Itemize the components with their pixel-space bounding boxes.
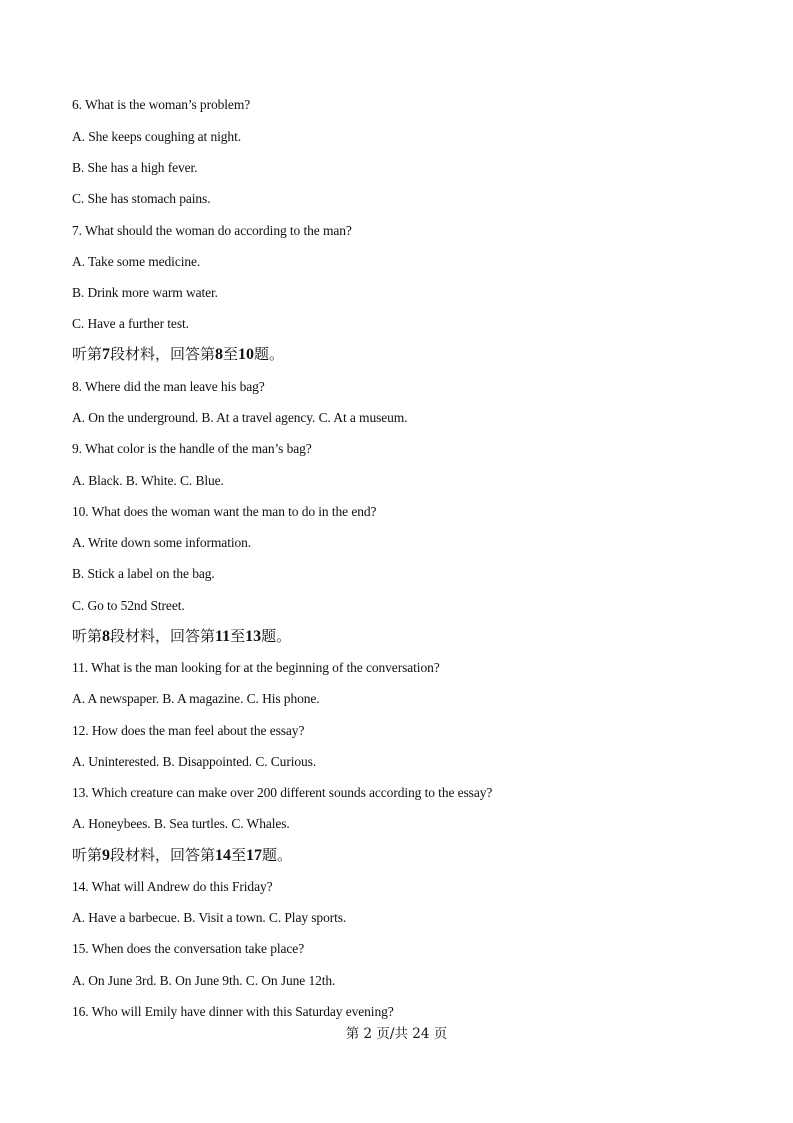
question-7: 7. What should the woman do according to the man?	[72, 223, 352, 238]
option-10b: B. Stick a label on the bag.	[72, 566, 215, 581]
section-text: 至	[230, 627, 246, 645]
question-10: 10. What does the woman want the man to do in the end?	[72, 504, 377, 519]
question-12: 12. How does the man feel about the essay?	[72, 723, 305, 738]
option-6c: C. She has stomach pains.	[72, 191, 211, 206]
section-number: 11	[215, 628, 231, 645]
section-number: 13	[245, 628, 262, 645]
page-footer: 第 2 页/共 24 页	[345, 1026, 448, 1042]
section-number: 10	[238, 346, 255, 363]
option-6b: B. She has a high fever.	[72, 160, 198, 175]
option-7b: B. Drink more warm water.	[72, 285, 218, 300]
option-7a: A. Take some medicine.	[72, 254, 201, 269]
options-9: A. Black. B. White. C. Blue.	[72, 473, 224, 488]
section-text: 题。	[254, 345, 285, 363]
question-11: 11. What is the man looking for at the beginning of the conversation?	[72, 660, 440, 675]
section-number: 8	[102, 628, 111, 645]
section-heading-9	[72, 846, 292, 865]
section-number: 9	[102, 847, 111, 864]
section-heading-8	[72, 627, 291, 646]
section-heading-7	[72, 345, 284, 364]
options-11: A. A newspaper. B. A magazine. C. His phone.	[72, 691, 320, 706]
question-13: 13. Which creature can make over 200 different sounds according to the essay?	[72, 785, 493, 800]
question-6: 6. What is the woman’s problem?	[72, 97, 251, 112]
section-text: 段材料，回答第	[110, 846, 216, 864]
option-10c: C. Go to 52nd Street.	[72, 598, 185, 613]
section-text: 至	[223, 345, 239, 363]
question-14: 14. What will Andrew do this Friday?	[72, 879, 273, 894]
question-9: 9. What color is the handle of the man’s bag?	[72, 441, 312, 456]
section-number: 7	[102, 346, 111, 363]
section-text: 段材料，回答第	[110, 345, 216, 363]
question-16: 16. Who will Emily have dinner with this Saturday evening?	[72, 1004, 394, 1019]
options-13: A. Honeybees. B. Sea turtles. C. Whales.	[72, 816, 290, 831]
section-text: 听第	[72, 846, 103, 864]
option-7c: C. Have a further test.	[72, 316, 189, 331]
options-12: A. Uninterested. B. Disappointed. C. Curious.	[72, 754, 317, 769]
option-6a: A. She keeps coughing at night.	[72, 129, 241, 144]
section-text: 听第	[72, 345, 103, 363]
section-number: 17	[246, 847, 263, 864]
section-text: 题。	[262, 846, 293, 864]
question-8: 8. Where did the man leave his bag?	[72, 379, 265, 394]
section-text: 至	[231, 846, 247, 864]
section-number: 14	[215, 847, 232, 864]
section-text: 听第	[72, 627, 103, 645]
section-number: 8	[215, 346, 224, 363]
options-8: A. On the underground. B. At a travel agency. C. At a museum.	[72, 410, 408, 425]
options-15: A. On June 3rd. B. On June 9th. C. On June 12th.	[72, 973, 336, 988]
section-text: 段材料，回答第	[110, 627, 216, 645]
option-10a: A. Write down some information.	[72, 535, 252, 550]
section-text: 题。	[261, 627, 292, 645]
question-15: 15. When does the conversation take place?	[72, 941, 305, 956]
options-14: A. Have a barbecue. B. Visit a town. C. Play sports.	[72, 910, 347, 925]
